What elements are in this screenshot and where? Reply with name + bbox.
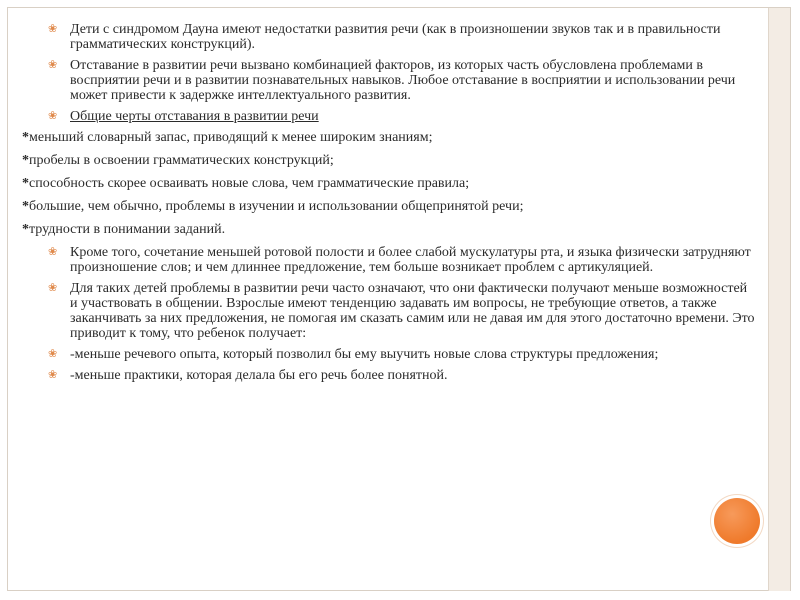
paragraph-2-text: Отставание в развитии речи вызвано комбинацией факторов, из которых часть обусловлена проблемами в восприятии речи и в развитии познавательных навыков. Любое отставание в восприятии и использовании речи может привести к задержке интеллектуального развития. — [70, 58, 736, 103]
bullet-icon: ❀ — [48, 282, 58, 294]
star-item — [22, 130, 758, 145]
paragraph-6 — [22, 347, 758, 362]
paragraph-6-text: -меньше речевого опыта, который позволил бы ему выучить новые слова структуры предложения; — [70, 347, 659, 362]
star-item — [22, 153, 758, 168]
paragraph-7-text: -меньше практики, которая делала бы его речь более понятной. — [70, 368, 448, 383]
right-decor-bar — [768, 8, 790, 591]
bullet-icon: ❀ — [48, 59, 58, 71]
bullet-icon: ❀ — [48, 348, 58, 360]
right-decor-line — [768, 8, 769, 591]
section-heading: Общие черты отставания в развитии речи — [70, 109, 319, 124]
paragraph-7 — [22, 368, 758, 383]
paragraph-5 — [22, 281, 758, 341]
star-marker: * — [22, 176, 29, 191]
star-item-text: большие, чем обычно, проблемы в изучении и использовании общепринятой речи; — [29, 199, 524, 214]
paragraph-4 — [22, 245, 758, 275]
bullet-icon: ❀ — [48, 369, 58, 381]
star-item — [22, 199, 758, 214]
star-marker: * — [22, 199, 29, 214]
bullet-icon: ❀ — [48, 246, 58, 258]
paragraph-4-text: Кроме того, сочетание меньшей ротовой полости и более слабой мускулатуры рта, и языка физически затрудняют произношение слов; и чем длиннее предложение, тем больше возникает проблем с артикуляцией. — [70, 245, 751, 275]
paragraph-1 — [22, 22, 758, 52]
paragraph-5-text: Для таких детей проблемы в развитии речи часто означают, что они фактически получают меньше возможностей и участвовать в общении. Взрослые имеют тенденцию задавать им вопросы, не требующие ответов, а также заканчивать за них предложения, не помогая им сказать самим или не давая им для этого достаточно времени. Это приводит к тому, что ребенок получает: — [70, 281, 755, 341]
star-item — [22, 176, 758, 191]
paragraph-1-text: Дети с синдромом Дауна имеют недостатки развития речи (как в произношении звуков так и в правильности грамматических конструкций). — [70, 22, 721, 52]
star-item-text: трудности в понимании заданий. — [29, 222, 226, 237]
star-marker: * — [22, 130, 29, 145]
star-item-text: пробелы в освоении грамматических конструкций; — [29, 153, 334, 168]
bullet-icon: ❀ — [48, 110, 58, 122]
slide-body — [22, 22, 758, 389]
star-marker: * — [22, 222, 29, 237]
star-marker: * — [22, 153, 29, 168]
bullet-icon: ❀ — [48, 23, 58, 35]
star-item-text: способность скорее осваивать новые слова, чем грамматические правила; — [29, 176, 470, 191]
paragraph-3 — [22, 109, 758, 124]
star-item-text: меньший словарный запас, приводящий к менее широким знаниям; — [29, 130, 433, 145]
paragraph-2 — [22, 58, 758, 103]
orange-circle-decor — [714, 498, 760, 544]
star-item — [22, 222, 758, 237]
